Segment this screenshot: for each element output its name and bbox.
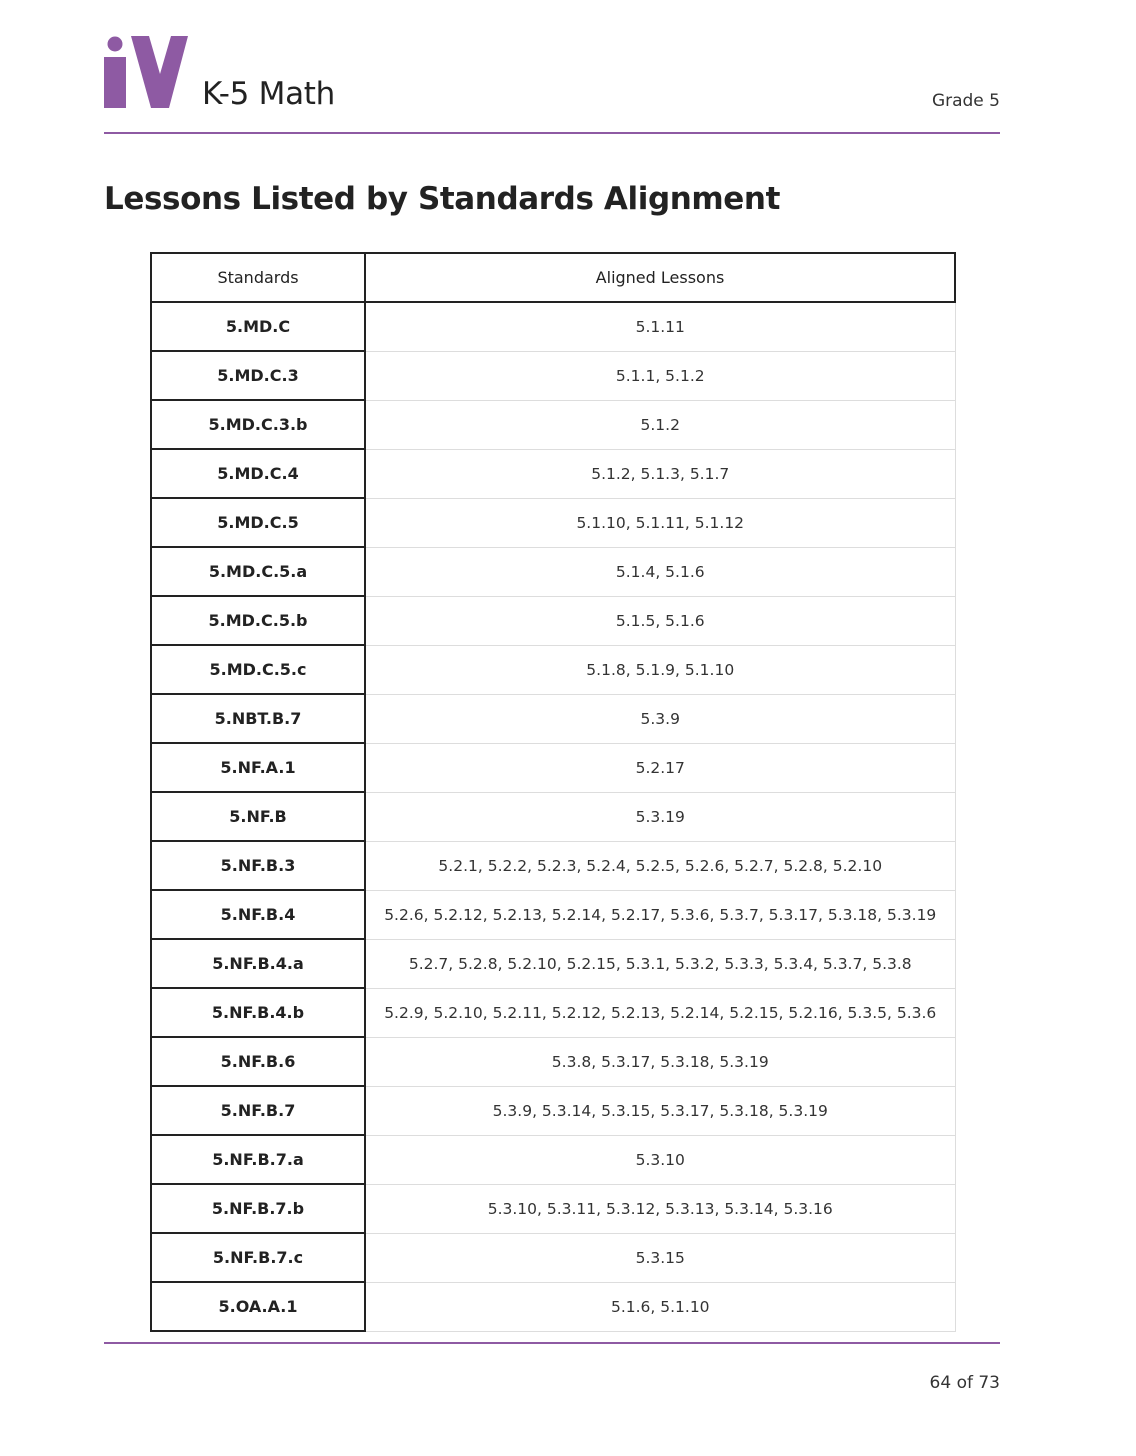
aligned-lessons-cell: 5.1.1, 5.1.2 [365, 351, 955, 400]
table-row [151, 1037, 955, 1086]
page-title: Lessons Listed by Standards Alignment [104, 181, 781, 217]
aligned-lessons-cell: 5.3.9, 5.3.14, 5.3.15, 5.3.17, 5.3.18, 5.3.19 [365, 1086, 955, 1135]
aligned-lessons-cell: 5.3.8, 5.3.17, 5.3.18, 5.3.19 [365, 1037, 955, 1086]
aligned-lessons-cell: 5.2.6, 5.2.12, 5.2.13, 5.2.14, 5.2.17, 5.3.6, 5.3.7, 5.3.17, 5.3.18, 5.3.19 [365, 890, 955, 939]
footer-divider [104, 1342, 1000, 1344]
aligned-lessons-cell: 5.1.2, 5.1.3, 5.1.7 [365, 449, 955, 498]
aligned-lessons-cell: 5.1.11 [365, 302, 955, 351]
aligned-lessons-cell: 5.1.6, 5.1.10 [365, 1282, 955, 1331]
standard-cell: 5.NF.B.7.b [151, 1184, 365, 1233]
table-row [151, 890, 955, 939]
grade-label: Grade 5 [931, 91, 1000, 111]
standard-cell: 5.MD.C.4 [151, 449, 365, 498]
standard-cell: 5.NF.B.3 [151, 841, 365, 890]
standard-cell: 5.NF.B.6 [151, 1037, 365, 1086]
standard-cell: 5.MD.C [151, 302, 365, 351]
standard-cell: 5.MD.C.5.a [151, 547, 365, 596]
standard-cell: 5.OA.A.1 [151, 1282, 365, 1331]
standard-cell: 5.NF.B.7.c [151, 1233, 365, 1282]
standard-cell: 5.MD.C.5 [151, 498, 365, 547]
aligned-lessons-cell: 5.1.10, 5.1.11, 5.1.12 [365, 498, 955, 547]
table-row [151, 547, 955, 596]
standard-cell: 5.NF.A.1 [151, 743, 365, 792]
table-row [151, 792, 955, 841]
table-row [151, 596, 955, 645]
table-row [151, 1184, 955, 1233]
aligned-lessons-cell: 5.2.17 [365, 743, 955, 792]
header-divider [104, 132, 1000, 134]
aligned-lessons-cell: 5.3.10 [365, 1135, 955, 1184]
aligned-lessons-cell: 5.1.5, 5.1.6 [365, 596, 955, 645]
aligned-lessons-cell: 5.2.1, 5.2.2, 5.2.3, 5.2.4, 5.2.5, 5.2.6, 5.2.7, 5.2.8, 5.2.10 [365, 841, 955, 890]
table-row [151, 939, 955, 988]
column-header-standards: Standards [151, 253, 365, 302]
table-row [151, 988, 955, 1037]
standards-table [150, 252, 956, 1332]
standard-cell: 5.MD.C.5.b [151, 596, 365, 645]
standard-cell: 5.MD.C.5.c [151, 645, 365, 694]
table-row [151, 1282, 955, 1331]
aligned-lessons-cell: 5.1.4, 5.1.6 [365, 547, 955, 596]
table-row [151, 694, 955, 743]
table-row [151, 351, 955, 400]
column-header-aligned-lessons: Aligned Lessons [365, 253, 955, 302]
table-row [151, 743, 955, 792]
standard-cell: 5.NF.B.4 [151, 890, 365, 939]
table-row [151, 645, 955, 694]
standard-cell: 5.NF.B.7 [151, 1086, 365, 1135]
aligned-lessons-cell: 5.3.19 [365, 792, 955, 841]
table-row [151, 841, 955, 890]
table-row [151, 1086, 955, 1135]
aligned-lessons-cell: 5.1.2 [365, 400, 955, 449]
page-header [104, 36, 1000, 134]
table-row [151, 1233, 955, 1282]
table-header-row [151, 253, 955, 302]
im-logo-icon [104, 36, 188, 108]
page-number: 64 of 73 [929, 1373, 1000, 1393]
table-row [151, 302, 955, 351]
aligned-lessons-cell: 5.1.8, 5.1.9, 5.1.10 [365, 645, 955, 694]
table-row [151, 449, 955, 498]
standard-cell: 5.MD.C.3 [151, 351, 365, 400]
standard-cell: 5.NF.B.4.b [151, 988, 365, 1037]
standard-cell: 5.NF.B [151, 792, 365, 841]
standard-cell: 5.NF.B.4.a [151, 939, 365, 988]
table-row [151, 498, 955, 547]
standard-cell: 5.NF.B.7.a [151, 1135, 365, 1184]
aligned-lessons-cell: 5.2.7, 5.2.8, 5.2.10, 5.2.15, 5.3.1, 5.3.2, 5.3.3, 5.3.4, 5.3.7, 5.3.8 [365, 939, 955, 988]
standard-cell: 5.MD.C.3.b [151, 400, 365, 449]
table-row [151, 1135, 955, 1184]
aligned-lessons-cell: 5.3.9 [365, 694, 955, 743]
table-row [151, 400, 955, 449]
table-body [151, 302, 955, 1331]
product-name: K-5 Math [202, 76, 335, 112]
aligned-lessons-cell: 5.2.9, 5.2.10, 5.2.11, 5.2.12, 5.2.13, 5.2.14, 5.2.15, 5.2.16, 5.3.5, 5.3.6 [365, 988, 955, 1037]
aligned-lessons-cell: 5.3.15 [365, 1233, 955, 1282]
standard-cell: 5.NBT.B.7 [151, 694, 365, 743]
aligned-lessons-cell: 5.3.10, 5.3.11, 5.3.12, 5.3.13, 5.3.14, 5.3.16 [365, 1184, 955, 1233]
